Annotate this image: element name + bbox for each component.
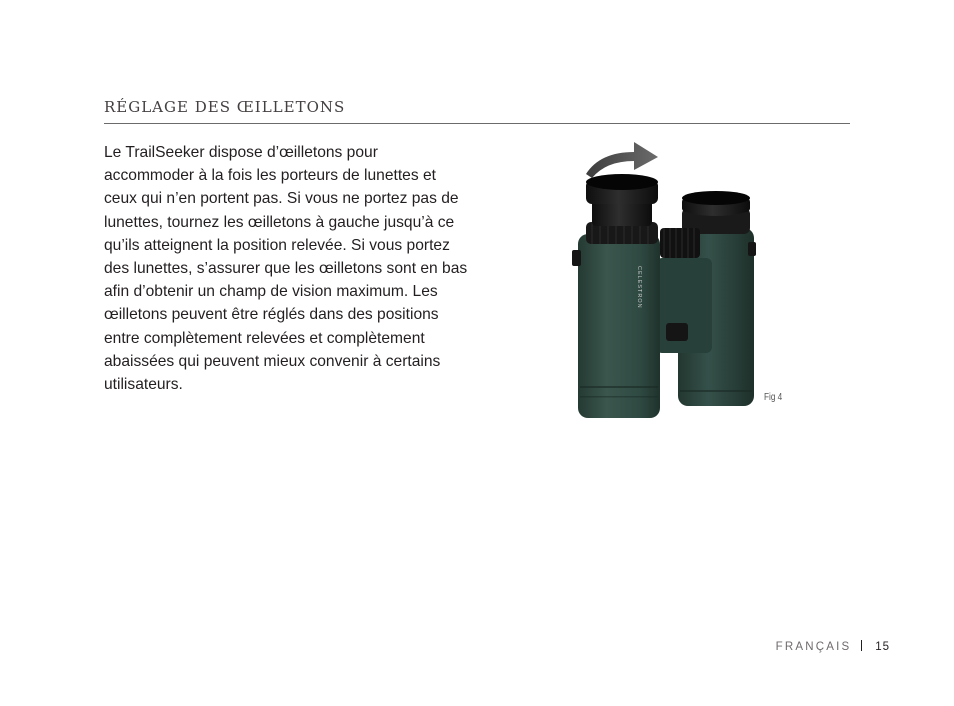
section-heading: RÉGLAGE DES ŒILLETONS xyxy=(104,98,346,116)
binoculars-figure xyxy=(570,138,770,423)
brand-label: CELESTRON xyxy=(636,266,642,309)
left-barrel xyxy=(572,174,660,418)
page-footer xyxy=(776,640,890,653)
rotate-arrow-icon xyxy=(586,142,658,178)
footer-language: FRANÇAIS xyxy=(775,641,852,653)
figure-caption: Fig 4 xyxy=(764,392,783,403)
heading-rule xyxy=(104,123,850,124)
footer-separator xyxy=(861,640,862,651)
body-paragraph: Le TrailSeeker dispose d’œilletons pour accommoder à la fois les porteurs de lunettes et ceux qui n’en portent pas. Si vous ne portez pas de lunettes, tournez les œilletons à gauche jusqu’à ce qu’ils atteignent la position relevée. Si vous portez des lunettes, s’assurer que les œilletons sont en bas afin d’obtenir un champ de vision maximum. Les œilletons peuvent être réglés dans des positions entre complètement relevées et complètement abaissées qui peuvent mieux convenir à certains utilisateurs. xyxy=(104,144,468,394)
page-number: 15 xyxy=(875,641,890,653)
